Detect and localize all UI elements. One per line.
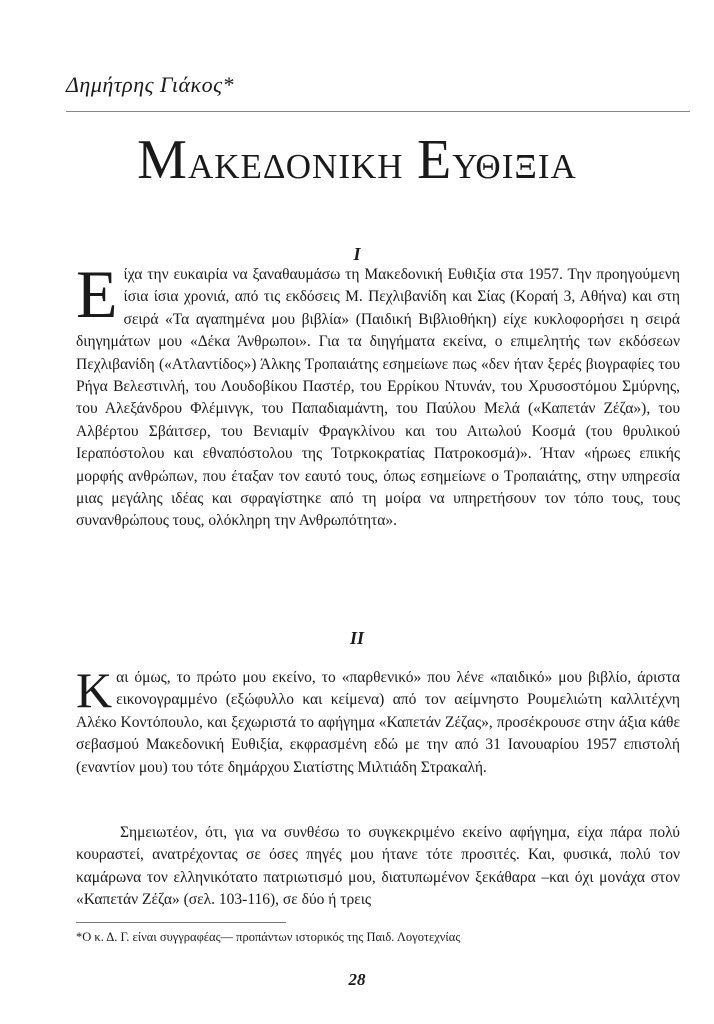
section-1-paragraph xyxy=(76,256,680,533)
page-number: 28 xyxy=(348,970,366,989)
footnote-rule xyxy=(76,922,286,923)
author-name: Δημήτρης Γιάκος* xyxy=(66,72,235,97)
header-rule xyxy=(66,111,690,112)
title-initial-2: Ε xyxy=(417,129,453,191)
title-word-2: υθιξια xyxy=(452,133,577,189)
section-2-paragraph-2: Σημειωτέον, ότι, για να συνθέσω το συγκεκριμένο εκείνο αφήγημα, είχα πάρα πολύ κουραστεί, ανατρέχοντας σε όσες πηγές μου ήτανε τότε προσιτές. Και, φυσικά, πολύ τον καμάρωνα τον ελληνικότατο πατριωτισμό μου, διατυπωμένον ξεκάθαρα –και όχι μονάχα στον «Καπετάν Ζέζα» (σελ. 103-116), σε δύο ή τρεις xyxy=(76,824,680,909)
drop-cap-1: Ε xyxy=(76,256,118,332)
section-2-text: αι όμως, το πρώτο μου εκείνο, το «παρθενικό» που λένε «παιδικό» μου βιβλίο, άριστα εικονογραμμένο (εξώφυλλο και κείμενα) από τον αείμνηστο Ρουμελιώτη καλλιτέχνη Αλέκο Κοντόπουλο, και ξεχωριστά το αφήγημα «Καπετάν Ζέζας», προσέκρουσε στην άξια κάθε σεβασμού Μακεδονική Ευθιξία, εκφρασμένη εδώ με την από 31 Ιανουαρίου 1957 επιστολή (εναντίον μου) του τότε δημάρχου Σιατίστης Μιλτιάδη Στρακαλή. xyxy=(76,669,680,776)
drop-cap-2: Κ xyxy=(76,662,113,718)
title-initial-1: Μ xyxy=(137,129,188,191)
section-2-paragraph xyxy=(76,662,680,779)
footnote: *Ο κ. Δ. Γ. είναι συγγραφέας— προπάντων ιστορικός της Παιδ. Λογοτεχνίας xyxy=(76,930,461,944)
section-numeral-2: II xyxy=(349,628,364,648)
section-1-text: ίχα την ευκαιρία να ξαναθαυμάσω τη Μακεδονική Ευθιξία στα 1957. Την προηγούμενη ίσια ίσια χρονιά, από τις εκδόσεις Μ. Πεχλιβανίδη και Σίας (Κοραή 3, Αθήνα) και στη σειρά «Τα αγαπημένα μου βιβλία» (Παιδική Βιβλιοθήκη) είχε κυκλοφορήσει η σειρά διηγημάτων μου «Δέκα Άνθρωποι». Για τα διηγήματα εκείνα, ο επιμελητής των εκδόσεων Πεχλιβανίδη («Ατλαντίδος») Άλκης Τροπαιάτης εσημείωνε πως «δεν ήταν ξερές βιογραφίες του Ρήγα Βελεστινλή, του Λουδοβίκου Παστέρ, του Ερρίκου Ντυνάν, του Χρυσοστόμου Σμύρνης, του Αλεξάνδρου Φλέμινγκ, του Παπαδιαμάντη, του Παύλου Μελά («Καπετάν Ζέζα»), του Αλβέρτου Σβάιτσερ, του Βενιαμίν Φραγκλίνου και του Αιτωλού Κοσμά (του θρυλικού Ιεραπόστολου και εθναπόστολου της Τοτρκοκρατίας Πατροκοσμά)». Ήταν «ήρωες επικής μορφής ανθρώπων, που έταξαν τον εαυτό τους, όπως εσημείωνε ο Τροπαιάτης, στην υπηρεσία μιας μεγάλης ιδέας και σφραγίστηκε από τη μοίρα να υπηρετήσουν τον τόπο τους, τους συνανθρώπους τους, ολόκληρη την Ανθρωπότητα». xyxy=(76,266,680,530)
section-numeral-1: I xyxy=(353,244,361,264)
title-word-1: ακεδονικη xyxy=(187,133,418,189)
article-title xyxy=(0,128,714,192)
